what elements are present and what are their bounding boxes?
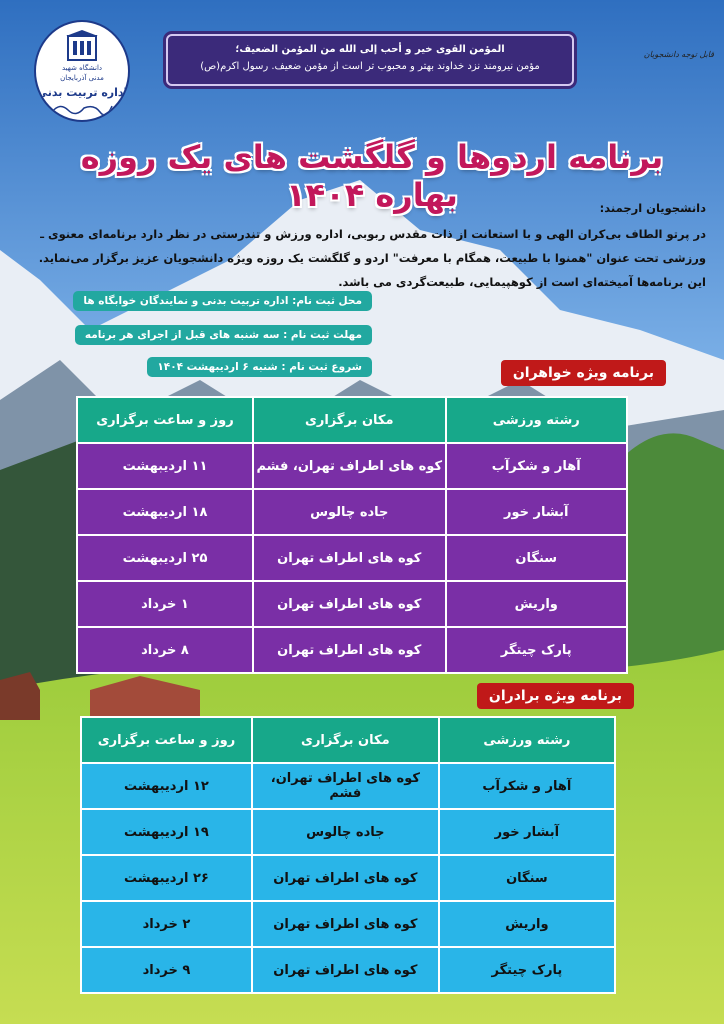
registration-deadline: مهلت ثبت نام : سه شنبه های قبل از اجرای هر برنامه <box>75 325 372 345</box>
table-header-row <box>81 717 615 763</box>
hadith-arabic: المؤمن القوی خیر و أحب إلی الله من المؤمن الضعیف؛ <box>235 44 505 55</box>
sisters-schedule-table <box>76 396 628 674</box>
cell-date: ۱۸ اردیبهشت <box>77 489 253 535</box>
column-header-location: مکان برگزاری <box>253 397 446 443</box>
cell-location: کوه های اطراف تهران <box>252 901 439 947</box>
intro-greeting: دانشجویان ارجمند: <box>599 201 706 215</box>
cell-location: کوه های اطراف تهران، فشم <box>252 763 439 809</box>
cell-sport: واریش <box>446 581 628 627</box>
table-row <box>81 855 615 901</box>
cell-sport: واریش <box>439 901 615 947</box>
cell-location: کوه های اطراف تهران <box>252 947 439 993</box>
column-header-location: مکان برگزاری <box>252 717 439 763</box>
hadith-banner <box>166 34 574 86</box>
registration-place: محل ثبت نام: اداره تربیت بدنی و نمایندگان خوابگاه ها <box>73 291 372 311</box>
intro-text <box>18 196 706 294</box>
cell-location: کوه های اطراف تهران <box>253 535 446 581</box>
cell-date: ۱۱ اردیبهشت <box>77 443 253 489</box>
logo-office-name: اداره تربیت بدنی <box>36 86 128 99</box>
cell-date: ۲ خرداد <box>81 901 252 947</box>
logo-line-1: دانشگاه شهید <box>61 64 103 72</box>
cell-sport: آبشار خور <box>446 489 628 535</box>
table-row <box>81 809 615 855</box>
cell-sport: پارک چیتگر <box>446 627 628 673</box>
cell-date: ۱۲ اردیبهشت <box>81 763 252 809</box>
cell-date: ۱۹ اردیبهشت <box>81 809 252 855</box>
brothers-schedule-table <box>80 716 616 994</box>
cell-sport: سنگان <box>446 535 628 581</box>
cell-location: کوه های اطراف تهران <box>253 627 446 673</box>
table-row <box>77 535 627 581</box>
university-logo <box>34 20 130 122</box>
table-row <box>77 443 627 489</box>
cell-location: کوه های اطراف تهران <box>253 581 446 627</box>
column-header-sport: رشته ورزشی <box>439 717 615 763</box>
cell-date: ۲۵ اردیبهشت <box>77 535 253 581</box>
cell-location: جاده چالوس <box>253 489 446 535</box>
sisters-program-heading: برنامه ویژه خواهران <box>501 360 666 386</box>
cell-location: کوه های اطراف تهران <box>252 855 439 901</box>
table-row <box>77 581 627 627</box>
table-row <box>77 627 627 673</box>
cell-sport: سنگان <box>439 855 615 901</box>
table-row <box>77 489 627 535</box>
signature-icon <box>50 102 114 116</box>
hadith-persian: مؤمن نیرومند نزد خداوند بهتر و محبوب تر است از مؤمن ضعیف. رسول اکرم(ص) <box>200 61 540 72</box>
logo-line-2: مدنی آذربایجان <box>60 74 104 82</box>
cell-sport: پارک چیتگر <box>439 947 615 993</box>
cell-sport: آبشار خور <box>439 809 615 855</box>
column-header-date: روز و ساعت برگزاری <box>81 717 252 763</box>
cell-date: ۸ خرداد <box>77 627 253 673</box>
cell-sport: آهار و شکرآب <box>446 443 628 489</box>
column-header-sport: رشته ورزشی <box>446 397 628 443</box>
table-row <box>81 901 615 947</box>
registration-start: شروع ثبت نام : شنبه ۶ اردیبهشت ۱۴۰۴ <box>147 357 372 377</box>
page-title: برنامه اردوها و گلگشت های یک روزه بهاره ۱۴۰۴ <box>80 138 664 214</box>
table-row <box>81 763 615 809</box>
brothers-program-heading: برنامه ویژه برادران <box>477 683 634 709</box>
cell-date: ۹ خرداد <box>81 947 252 993</box>
column-header-date: روز و ساعت برگزاری <box>77 397 253 443</box>
cell-date: ۱ خرداد <box>77 581 253 627</box>
cell-sport: آهار و شکرآب <box>439 763 615 809</box>
cell-date: ۲۶ اردیبهشت <box>81 855 252 901</box>
university-emblem-icon <box>64 30 100 64</box>
table-row <box>81 947 615 993</box>
table-header-row <box>77 397 627 443</box>
cell-location: جاده چالوس <box>252 809 439 855</box>
intro-body: در پرتو الطاف بی‌کران الهی و با استعانت از ذات مقدس ربوبی، اداره ورزش و تندرستی در نظر دارد برنامه‌ای معنوی ـ ورزشی تحت عنوان "همنوا با طبیعت، همگام با معرفت" اردو و گلگشت یک روزه ویژه دانشجویان عزیز برگزار می‌نماید. این برنامه‌ها آمیخته‌ای است از کوهپیمایی، طبیعت‌گردی می باشد. <box>38 227 706 289</box>
cell-location: کوه های اطراف تهران، فشم <box>253 443 446 489</box>
corner-note: قابل توجه دانشجویان <box>643 50 714 59</box>
